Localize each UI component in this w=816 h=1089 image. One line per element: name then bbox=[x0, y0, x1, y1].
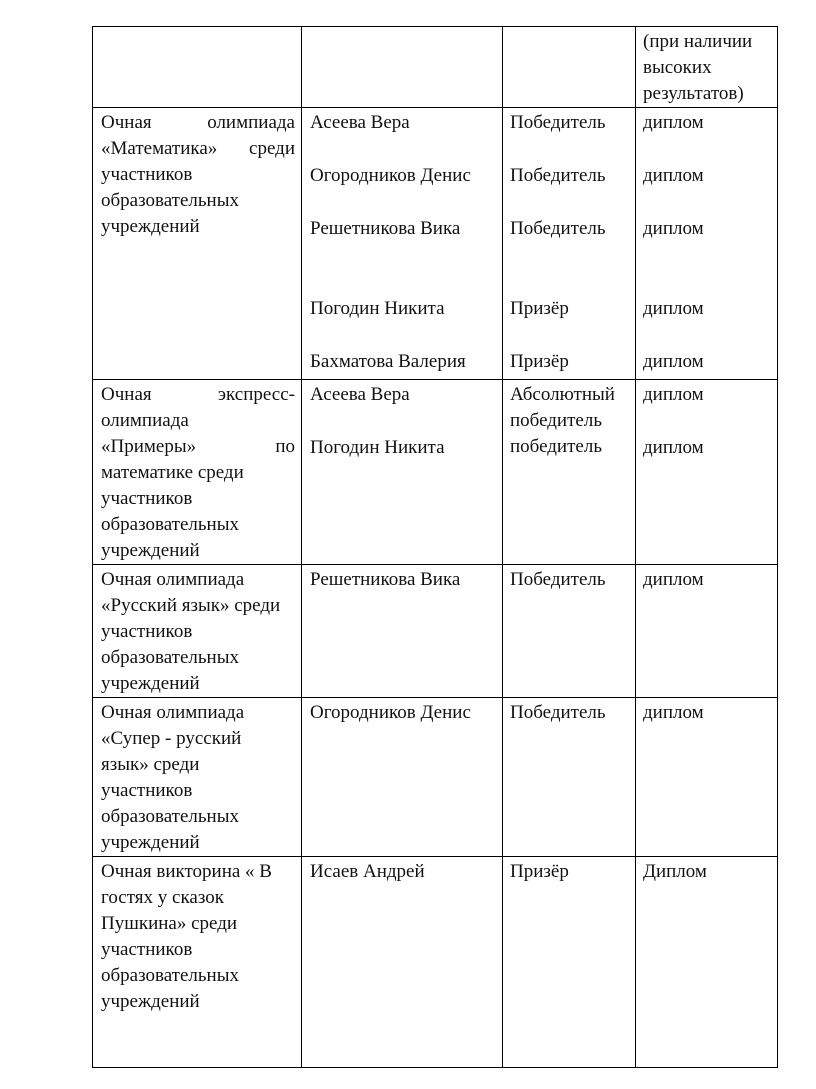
event-line: образовательных bbox=[101, 965, 239, 986]
event-line: участников bbox=[101, 621, 193, 642]
cell-document-header bbox=[636, 27, 778, 108]
event-line: «Супер - русский bbox=[101, 728, 242, 749]
event-line: Очная экспресс- bbox=[101, 384, 295, 405]
cell-document bbox=[636, 565, 778, 698]
cell-participant bbox=[302, 27, 503, 108]
header-text-line: высоких bbox=[643, 57, 712, 78]
document-text: диплом bbox=[643, 569, 704, 590]
participant-name: Асеева Вера bbox=[310, 384, 410, 405]
cell-participant bbox=[302, 698, 503, 857]
document-text: диплом bbox=[643, 218, 704, 239]
document-text: диплом bbox=[643, 351, 704, 372]
result-text: Победитель bbox=[510, 112, 606, 133]
document-text: диплом bbox=[643, 112, 704, 133]
event-line: олимпиада bbox=[101, 410, 189, 431]
table-row bbox=[93, 857, 778, 1068]
event-line: учреждений bbox=[101, 991, 200, 1012]
event-line: Очная викторина « В bbox=[101, 861, 272, 882]
cell-event bbox=[93, 27, 302, 108]
result-text: Призёр bbox=[510, 351, 569, 372]
cell-participant bbox=[302, 108, 503, 380]
cell-event bbox=[93, 565, 302, 698]
table-row bbox=[93, 108, 778, 380]
cell-result bbox=[503, 380, 636, 565]
header-text-line: (при наличии bbox=[643, 31, 753, 52]
participant-name: Исаев Андрей bbox=[310, 861, 425, 882]
event-line: образовательных bbox=[101, 806, 239, 827]
event-line: участников bbox=[101, 780, 193, 801]
participant-name: Погодин Никита bbox=[310, 437, 445, 458]
participant-name: Асеева Вера bbox=[310, 112, 410, 133]
document-text: диплом bbox=[643, 437, 704, 458]
result-text: Призёр bbox=[510, 861, 569, 882]
cell-participant bbox=[302, 565, 503, 698]
result-text: победитель bbox=[510, 436, 602, 457]
cell-event bbox=[93, 108, 302, 380]
table-row bbox=[93, 698, 778, 857]
event-line: Очная олимпиада bbox=[101, 569, 245, 590]
event-line: язык» среди bbox=[101, 754, 200, 775]
event-line: учреждений bbox=[101, 540, 200, 561]
result-text: Победитель bbox=[510, 218, 606, 239]
result-text: Победитель bbox=[510, 165, 606, 186]
participant-name: Бахматова Валерия bbox=[310, 351, 466, 372]
event-line: образовательных bbox=[101, 514, 239, 535]
event-line: учреждений bbox=[101, 832, 200, 853]
event-line: образовательных bbox=[101, 647, 239, 668]
event-line: Пушкина» среди bbox=[101, 913, 238, 934]
cell-document bbox=[636, 698, 778, 857]
cell-event bbox=[93, 380, 302, 565]
result-text: Победитель bbox=[510, 569, 606, 590]
document-text: диплом bbox=[643, 702, 704, 723]
cell-result bbox=[503, 108, 636, 380]
header-text-line: результатов) bbox=[643, 83, 744, 104]
cell-event bbox=[93, 698, 302, 857]
results-table bbox=[92, 26, 778, 1068]
cell-result bbox=[503, 27, 636, 108]
participant-name: Огородников Денис bbox=[310, 702, 471, 723]
event-line: учреждений bbox=[101, 216, 200, 237]
participant-name: Погодин Никита bbox=[310, 298, 445, 319]
result-text: Призёр bbox=[510, 298, 569, 319]
event-line: «Примеры» по bbox=[101, 436, 295, 457]
table-row-header bbox=[93, 27, 778, 108]
cell-result bbox=[503, 857, 636, 1068]
cell-document bbox=[636, 857, 778, 1068]
participant-name: Решетникова Вика bbox=[310, 218, 461, 239]
document-text: диплом bbox=[643, 384, 704, 405]
participant-name: Решетникова Вика bbox=[310, 569, 461, 590]
event-line: «Русский язык» среди bbox=[101, 595, 281, 616]
event-line: Очная олимпиада bbox=[101, 112, 295, 133]
event-line: «Математика» среди bbox=[101, 138, 295, 159]
participant-name: Огородников Денис bbox=[310, 165, 471, 186]
event-line: учреждений bbox=[101, 673, 200, 694]
event-line: гостях у сказок bbox=[101, 887, 224, 908]
result-text: Абсолютный bbox=[510, 384, 615, 405]
cell-result bbox=[503, 565, 636, 698]
event-line: участников bbox=[101, 164, 193, 185]
event-line: участников bbox=[101, 488, 193, 509]
event-line: участников bbox=[101, 939, 193, 960]
event-line: математике среди bbox=[101, 462, 244, 483]
cell-result bbox=[503, 698, 636, 857]
table-row bbox=[93, 380, 778, 565]
result-text: победитель bbox=[510, 410, 602, 431]
event-line: образовательных bbox=[101, 190, 239, 211]
table-row bbox=[93, 565, 778, 698]
cell-participant bbox=[302, 857, 503, 1068]
result-text: Победитель bbox=[510, 702, 606, 723]
cell-document bbox=[636, 380, 778, 565]
event-line: Очная олимпиада bbox=[101, 702, 245, 723]
document-text: диплом bbox=[643, 298, 704, 319]
document-text: Диплом bbox=[643, 861, 707, 882]
cell-event bbox=[93, 857, 302, 1068]
cell-participant bbox=[302, 380, 503, 565]
document-text: диплом bbox=[643, 165, 704, 186]
cell-document bbox=[636, 108, 778, 380]
